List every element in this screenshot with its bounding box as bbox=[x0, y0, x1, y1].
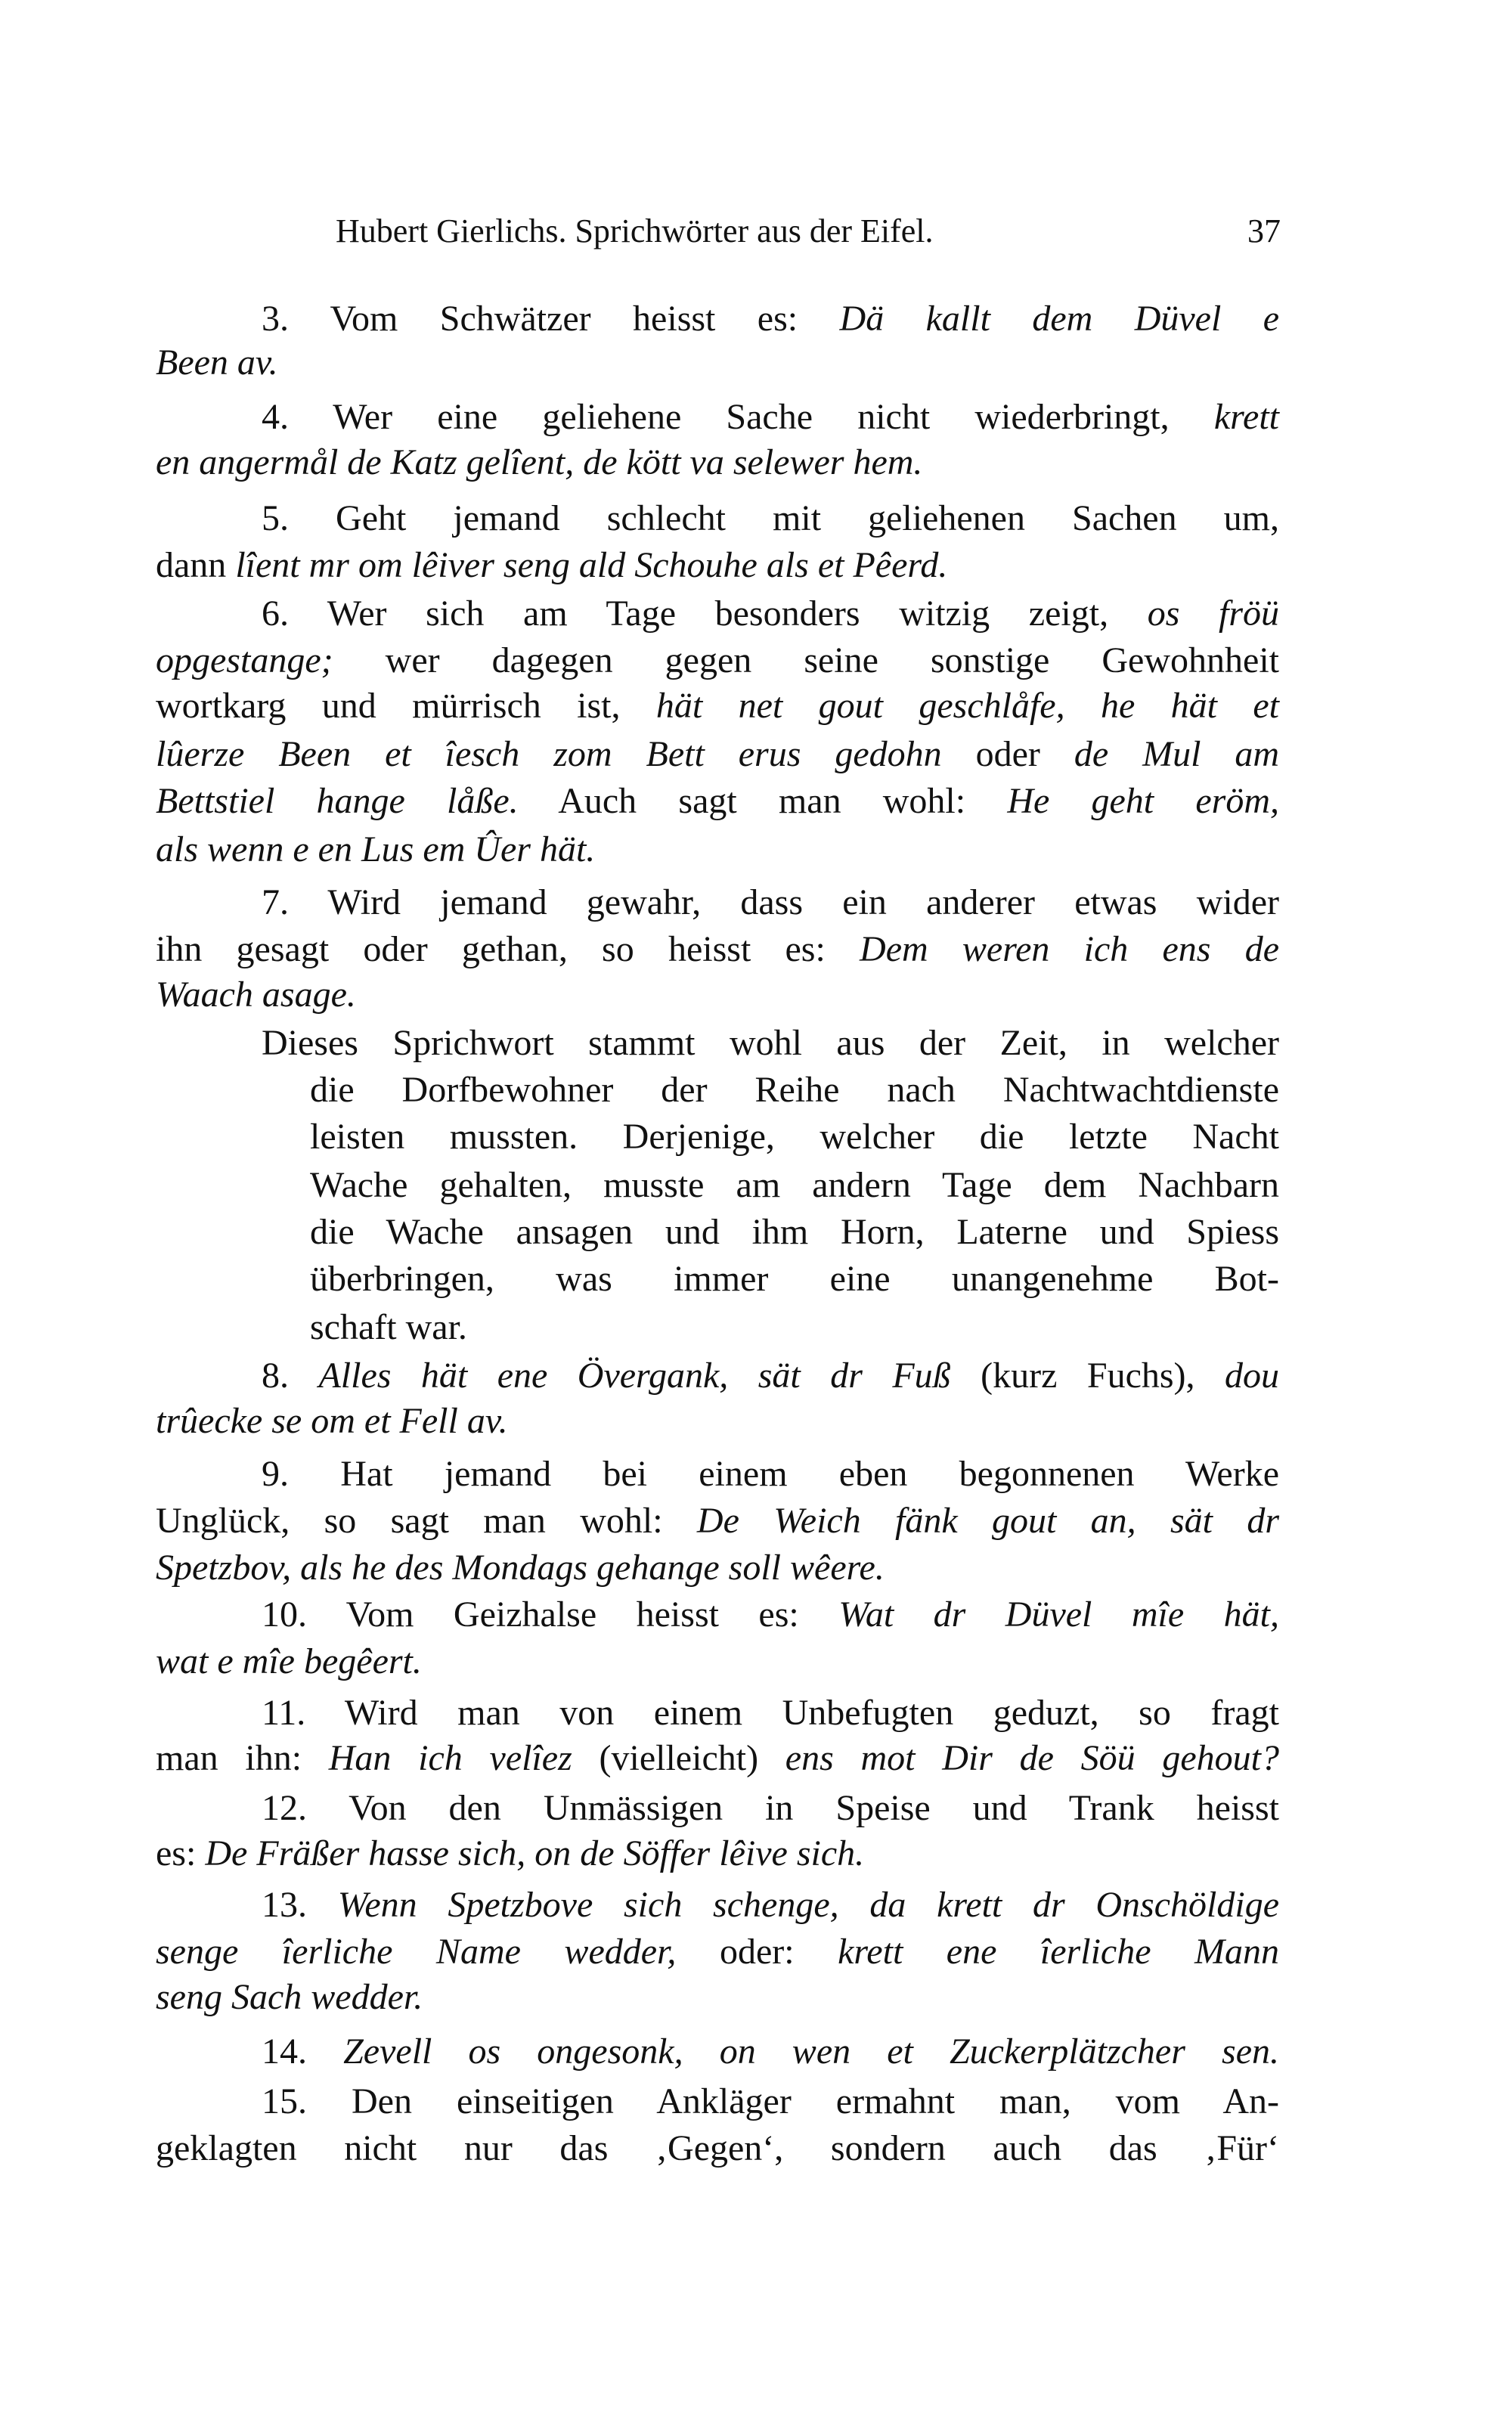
text-segment: die Wache ansagen und ihm Horn, Laterne und Spiess bbox=[310, 1212, 1279, 1252]
text-segment: leisten mussten. Derjenige, welcher die letzte Nacht bbox=[310, 1117, 1279, 1157]
dialect-proverb-text: lûerze Been et îesch zom Bett erus gedohn bbox=[156, 734, 942, 774]
text-line bbox=[156, 1399, 1279, 1444]
text-line bbox=[262, 1452, 1279, 1497]
dialect-proverb-text: Wat dr Düvel mîe hät, bbox=[838, 1594, 1279, 1635]
text-line bbox=[156, 543, 1279, 588]
text-line bbox=[156, 732, 1279, 777]
text-segment: Wache gehalten, musste am andern Tage dem Nachbarn bbox=[310, 1165, 1279, 1205]
text-line bbox=[262, 1592, 1279, 1638]
text-segment: Unglück, so sagt man wohl: bbox=[156, 1501, 697, 1541]
text-line bbox=[262, 296, 1279, 342]
text-line bbox=[156, 2126, 1279, 2171]
dialect-proverb-text: lîent mr om lêiver seng ald Schouhe als et Pêerd. bbox=[235, 545, 948, 585]
text-segment: wer dagegen gegen seine sonstige Gewohnheit bbox=[333, 640, 1279, 680]
dialect-proverb-text: krett ene îerliche Mann bbox=[838, 1932, 1280, 1972]
text-line bbox=[262, 395, 1279, 440]
text-line bbox=[156, 1639, 1279, 1684]
text-line bbox=[310, 1210, 1279, 1255]
text-segment: es: bbox=[156, 1833, 206, 1873]
text-line bbox=[156, 1831, 1279, 1876]
dialect-proverb-text: os fröü bbox=[1147, 593, 1279, 634]
dialect-proverb-text: dou bbox=[1225, 1356, 1280, 1396]
text-segment: wortkarg und mürrisch ist, bbox=[156, 686, 656, 726]
text-line bbox=[310, 1114, 1279, 1160]
dialect-proverb-text: Dä kallt dem Düvel e bbox=[839, 299, 1280, 339]
dialect-proverb-text: Dem weren ich ens de bbox=[860, 929, 1279, 969]
text-segment: 6. Wer sich am Tage besonders witzig zeigt, bbox=[262, 593, 1148, 634]
text-line bbox=[262, 2029, 1279, 2075]
text-segment: 5. Geht jemand schlecht mit geliehenen Sachen um, bbox=[262, 498, 1279, 538]
dialect-proverb-text: seng Sach wedder. bbox=[156, 1977, 423, 2017]
dialect-proverb-text: ens mot Dir de Söü gehout? bbox=[785, 1738, 1280, 1778]
text-segment: 10. Vom Geizhalse heisst es: bbox=[262, 1594, 839, 1635]
text-line bbox=[310, 1163, 1279, 1208]
text-segment: 3. Vom Schwätzer heisst es: bbox=[262, 299, 840, 339]
text-line bbox=[156, 1545, 1279, 1591]
text-segment: 14. bbox=[262, 2031, 344, 2072]
text-line bbox=[262, 2079, 1279, 2124]
dialect-proverb-text: en angermål de Katz gelîent, de kött va selewer hem. bbox=[156, 442, 923, 482]
text-segment: Dieses Sprichwort stammt wohl aus der Zeit, in welcher bbox=[262, 1023, 1279, 1063]
text-line bbox=[156, 1498, 1279, 1544]
text-segment: 7. Wird jemand gewahr, dass ein anderer etwas wider bbox=[262, 882, 1279, 922]
text-segment: (kurz Fuchs), bbox=[950, 1356, 1225, 1396]
text-segment: oder: bbox=[676, 1932, 838, 1972]
dialect-proverb-text: Waach asage. bbox=[156, 975, 356, 1015]
dialect-proverb-text: trûecke se om et Fell av. bbox=[156, 1401, 508, 1441]
text-segment: 11. Wird man von einem Unbefugten geduzt, so fragt bbox=[262, 1693, 1279, 1733]
text-line bbox=[262, 1021, 1279, 1066]
text-line bbox=[156, 827, 1279, 872]
dialect-proverb-text: Zevell os ongesonk, on wen et Zuckerplätzcher sen. bbox=[343, 2031, 1279, 2072]
text-segment: ihn gesagt oder gethan, so heisst es: bbox=[156, 929, 860, 969]
text-segment: dann bbox=[156, 545, 236, 585]
text-line bbox=[156, 1929, 1279, 1975]
text-line bbox=[156, 779, 1279, 824]
dialect-proverb-text: krett bbox=[1213, 397, 1279, 437]
text-segment: die Dorfbewohner der Reihe nach Nachtwachtdienste bbox=[310, 1070, 1279, 1110]
text-line bbox=[262, 1690, 1279, 1736]
dialect-proverb-text: de Mul am bbox=[1074, 734, 1280, 774]
text-line bbox=[262, 880, 1279, 925]
text-segment: 4. Wer eine geliehene Sache nicht wiederbringt, bbox=[262, 397, 1214, 437]
text-line bbox=[262, 496, 1279, 541]
dialect-proverb-text: He geht eröm, bbox=[1007, 781, 1280, 821]
dialect-proverb-text: als wenn e en Lus em Ûer hät. bbox=[156, 829, 596, 869]
text-segment: schaft war. bbox=[310, 1307, 467, 1347]
running-title: Hubert Gierlichs. Sprichwörter aus der Eifel. bbox=[336, 212, 934, 249]
text-line bbox=[156, 638, 1279, 683]
text-line bbox=[310, 1305, 1279, 1350]
text-line bbox=[262, 591, 1279, 637]
text-line bbox=[156, 340, 1279, 386]
text-line bbox=[156, 1736, 1279, 1781]
text-line bbox=[156, 440, 1279, 485]
text-segment: geklagten nicht nur das ‚Gegen‘, sondern auch das ‚Für‘ bbox=[156, 2128, 1279, 2168]
text-segment: 13. bbox=[262, 1885, 338, 1925]
dialect-proverb-text: senge îerliche Name wedder, bbox=[156, 1932, 677, 1972]
dialect-proverb-text: Wenn Spetzbove sich schenge, da krett dr Onschöldige bbox=[337, 1885, 1280, 1925]
text-segment: man ihn: bbox=[156, 1738, 329, 1778]
text-segment: Auch sagt man wohl: bbox=[518, 781, 1008, 821]
text-segment: (vielleicht) bbox=[572, 1738, 785, 1778]
dialect-proverb-text: Been av. bbox=[156, 342, 278, 383]
text-segment: 8. bbox=[262, 1356, 319, 1396]
dialect-proverb-text: Bettstiel hange låße. bbox=[156, 781, 519, 821]
text-line bbox=[262, 1883, 1279, 1928]
text-segment: überbringen, was immer eine unangenehme Bot- bbox=[310, 1259, 1279, 1299]
dialect-proverb-text: wat e mîe begêert. bbox=[156, 1641, 422, 1681]
dialect-proverb-text: Han ich velîez bbox=[328, 1738, 572, 1778]
dialect-proverb-text: De Fräßer hasse sich, on de Söffer lêive sich. bbox=[205, 1833, 865, 1873]
text-line bbox=[156, 683, 1279, 729]
dialect-proverb-text: opgestange; bbox=[156, 640, 333, 680]
text-segment: 15. Den einseitigen Ankläger ermahnt man, vom An- bbox=[262, 2081, 1279, 2121]
dialect-proverb-text: Spetzbov, als he des Mondags gehange soll wêere. bbox=[156, 1548, 885, 1588]
text-segment: 12. Von den Unmässigen in Speise und Trank heisst bbox=[262, 1788, 1279, 1828]
text-line bbox=[310, 1068, 1279, 1113]
text-line bbox=[156, 1975, 1279, 2020]
text-line bbox=[156, 972, 1279, 1018]
text-line bbox=[262, 1786, 1279, 1831]
dialect-proverb-text: Alles hät ene Övergank, sät dr Fuß bbox=[318, 1356, 951, 1396]
text-segment: oder bbox=[941, 734, 1074, 774]
text-line bbox=[310, 1257, 1279, 1302]
dialect-proverb-text: hät net gout geschlåfe, he hät et bbox=[655, 686, 1279, 726]
text-line bbox=[262, 1353, 1279, 1399]
text-line bbox=[156, 927, 1279, 972]
dialect-proverb-text: De Weich fänk gout an, sät dr bbox=[696, 1501, 1280, 1541]
page-number: 37 bbox=[1247, 212, 1281, 249]
text-segment: 9. Hat jemand bei einem eben begonnenen Werke bbox=[262, 1454, 1279, 1494]
